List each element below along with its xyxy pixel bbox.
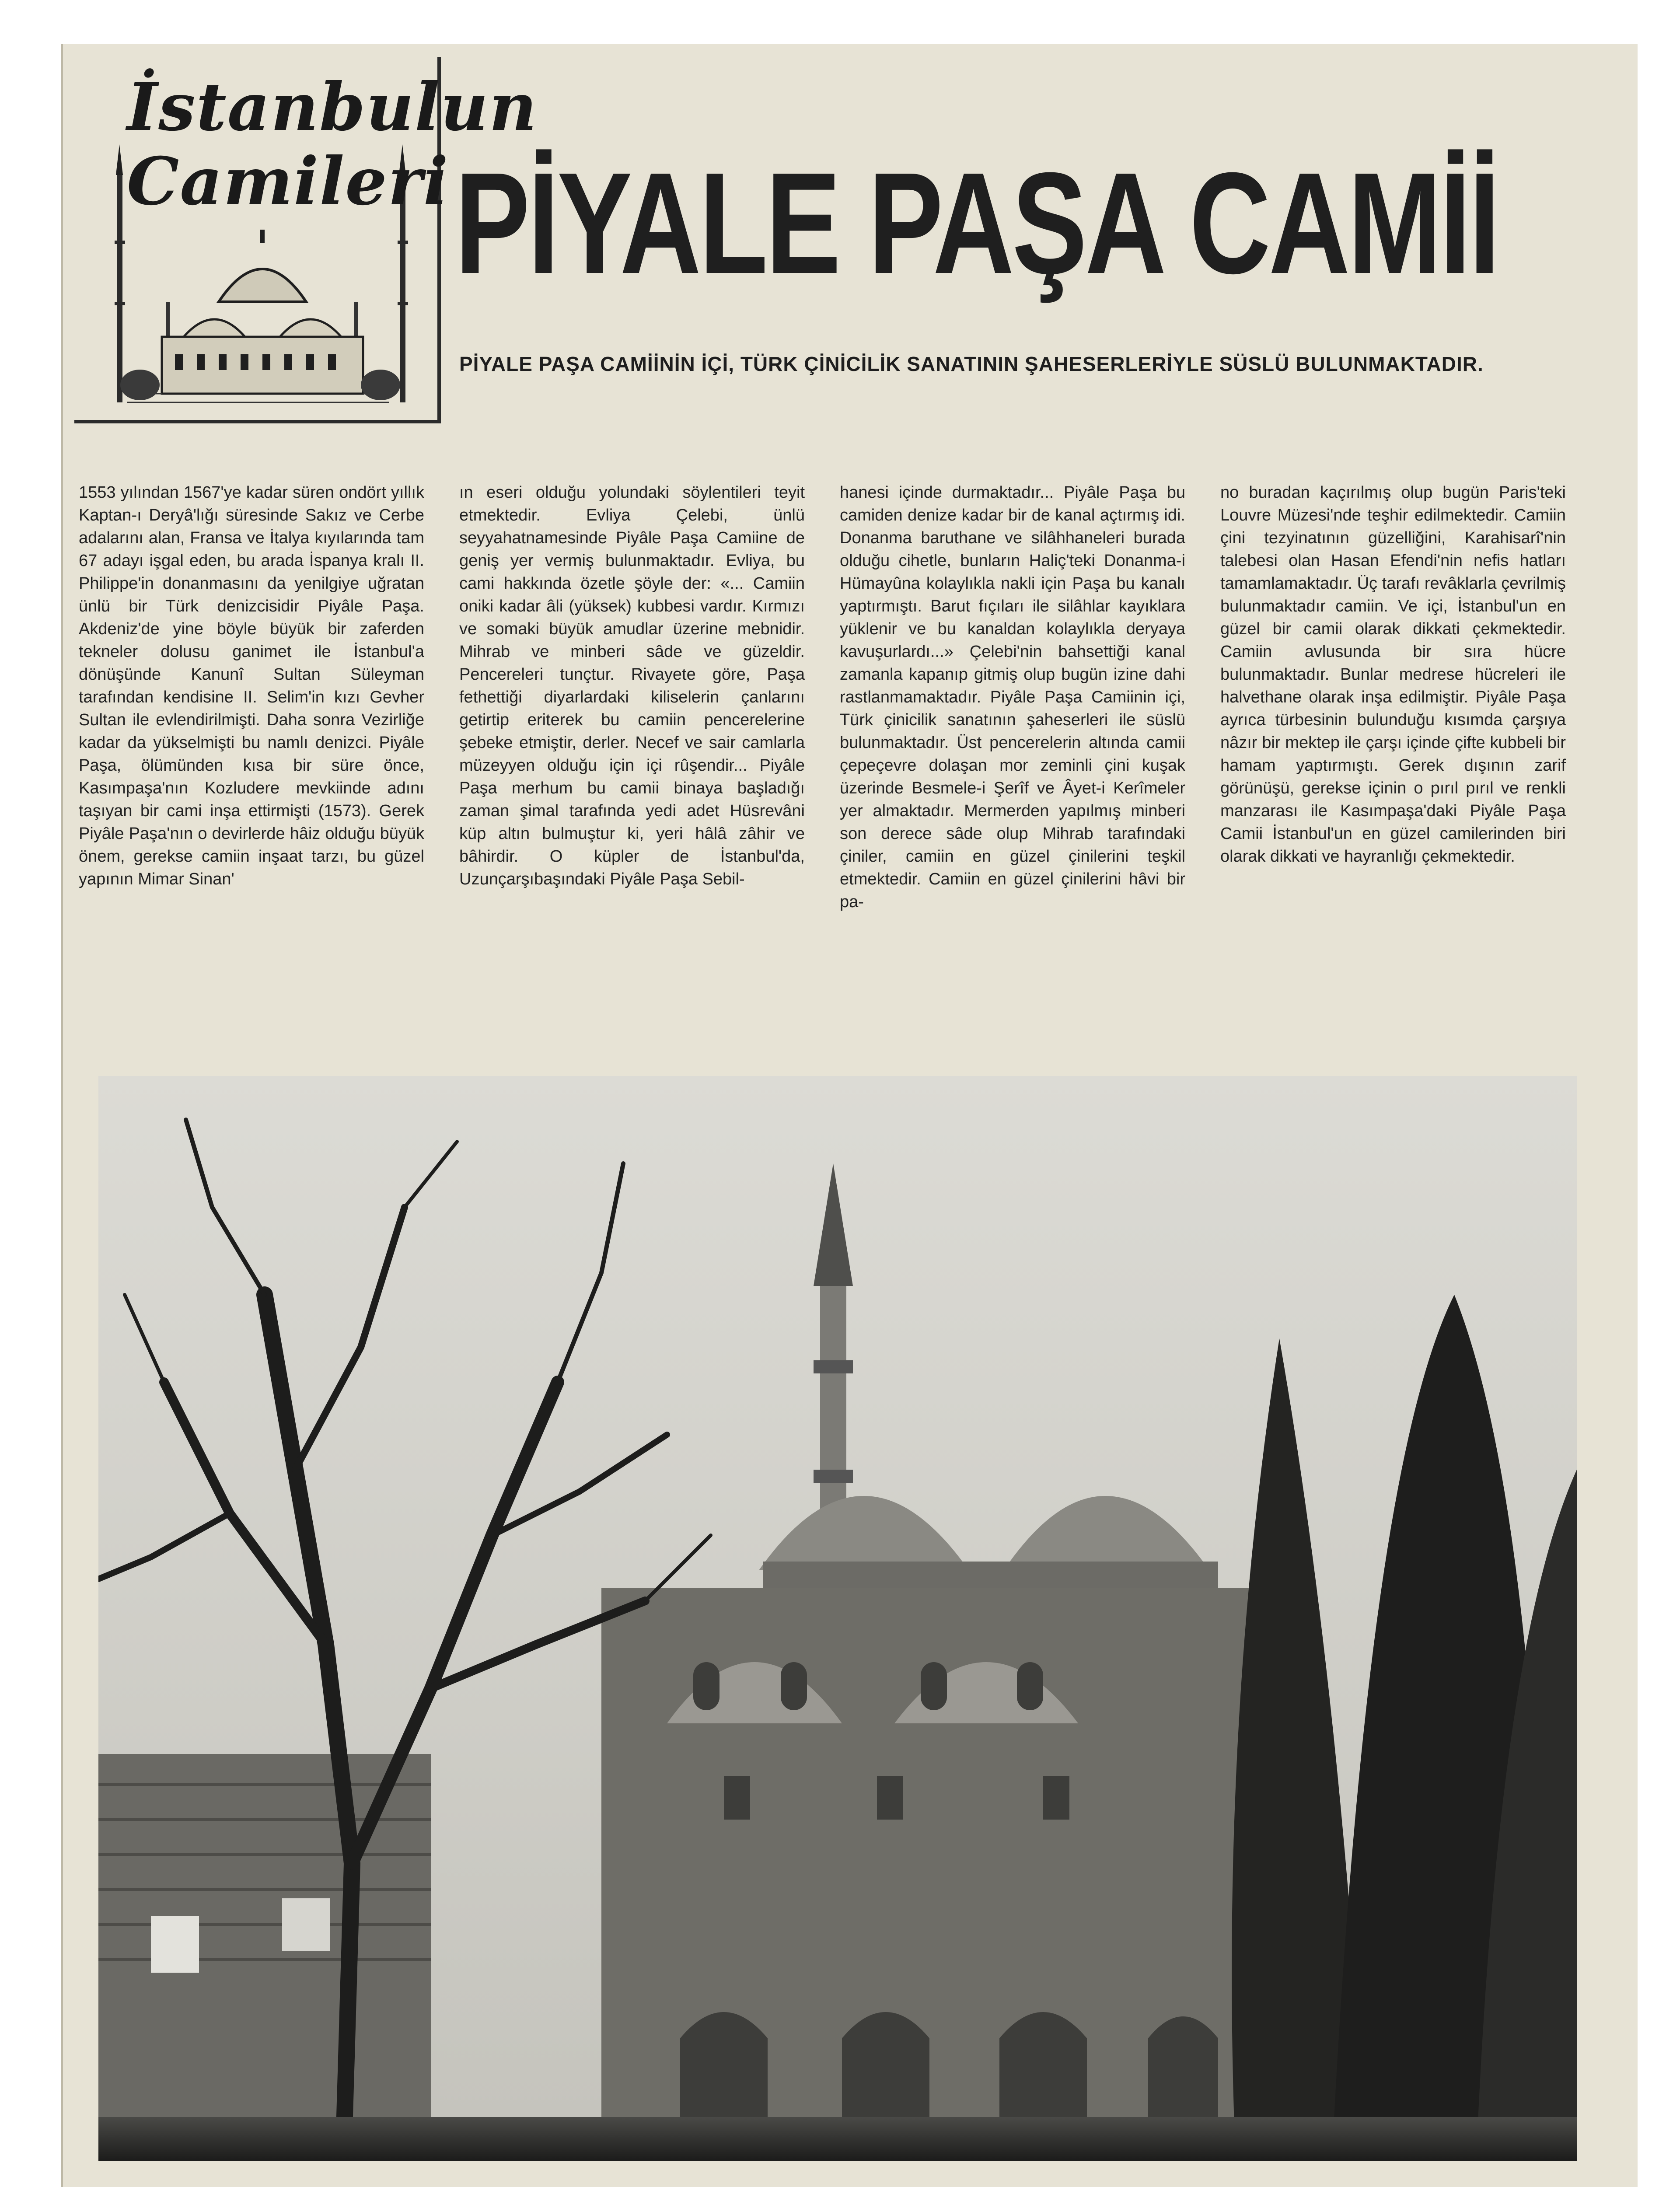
column-text: 1553 yılından 1567'ye kadar süren ondört yıllık Kaptan-ı Deryâ'lığı süresinde Sakız ve Cerbe adalarını alan, Fransa ve İtalya kıyılarında tam 67 adayı işgal eden, bu arada İspanya kralı II. Philippe'in donanmasını da yenilgiye uğratan ünlü bir Türk denizcisidir Piyâle Paşa. Akdeniz'de yine böyle büyük bir zaferden tekneler dolusu ganimet ile İstanbul'a dönüşünde Kanunî Sultan Süleyman tarafından kendisine II. Selim'in kızı Gevher Sultan ile evlendirilmişti. Daha sonra Vezirliğe kadar da yükselmişti bu namlı denizci. Piyâle Paşa, ölümünden kısa bir süre önce, Kasımpaşa'nın Kozludere mevkiinde adını taşıyan bir cami inşa ettirmişti (1573). Gerek Piyâle Paşa'nın o devirlerde hâiz olduğu büyük önem, gerekse camiin inşaat tarzı, bu güzel yapının Mimar Sinan' — [79, 483, 424, 888]
column-text: no buradan kaçırılmış olup bugün Paris'teki Louvre Müzesi'nde teşhir edilmektedir. Camiin çini tezyinatının güzelliğini, Karahisarî'nin talebesi olan Hasan Efendi'nin nefis hatları tamamlamaktadır. Üç tarafı revâklarla çevrilmiş bulunmaktadır camiin. Ve içi, İstanbul'un en güzel bir camii olarak dikkati çekmektedir. Camiin avlusunda bir sıra hücre bulunmaktadır. Bunlar medrese hücreleri ile halvethane olarak inşa edilmiştir. Piyâle Paşa ayrıca türbesinin bulunduğu kısımda çarşıya nâzır bir mektep ile çarşı içinde çifte kubbeli bir hamam yaptırmıştı. Gerek dışının zarif görünüşü, gerekse içinin o pırıl pırıl ve renkli manzarası ile Kasımpaşa'daki Piyâle Paşa Camii İstanbul'un en güzel camilerinden biri olarak dikkati ve hayranlığı çekmektedir. — [1220, 483, 1566, 866]
text-column-4 — [1220, 481, 1566, 868]
mosque-photo-illustration — [98, 1076, 1577, 2161]
series-emblem — [74, 57, 538, 423]
series-title: İstanbulun Camileri — [127, 69, 538, 220]
column-text: hanesi içinde durmaktadır... Piyâle Paşa bu camiden denize kadar bir de kanal açtırmış idi. Donanma baruthane ve silâhhaneleri burada olduğu cihetle, bunların Haliç'teki Donanma-i Hümayûna kolaylıkla nakli için Paşa bu kanalı yaptırmıştı. Barut fıçıları ile silâhlar kayıklara yüklenir ve bu kanaldan kolaylıkla deryaya kavuşurlardı...» Çelebi'nin bahsettiği kanal zamanla kapanıp gitmiş olup bugün izine dahi rastlanmamaktadır. Piyâle Paşa Camiinin içi, Türk çinicilik sanatının şaheserleri ile süslü bulunmaktadır. Üst pencerelerin altında camii çepeçevre dolaşan mor zeminli çini kuşak üzerinde Besmele-i Şerîf ve Âyet-i Kerîmeler yer almaktadır. Mermerden yapılmış minberi son derece sâde olup Mihrab tarafındaki çiniler, camiin en güzel çinilerini teşkil etmektedir. Camiin en güzel çinilerini hâvi bir pa- — [840, 483, 1185, 911]
article-subtitle: PİYALE PAŞA CAMİİNİN İÇİ, TÜRK ÇİNİCİLİK SANATININ ŞAHESERLERİYLE SÜSLÜ BULUNMAKTADIR. — [459, 353, 1484, 375]
article-body — [79, 481, 1566, 1050]
text-column-1 — [79, 481, 424, 891]
text-column-3 — [840, 481, 1185, 913]
column-text: ın eseri olduğu yolundaki söylentileri teyit etmektedir. Evliya Çelebi, ünlü seyyahatnamesinde Piyâle Paşa Camiine de geniş yer vermiş bulunmaktadır. Evliya, bu cami hakkında özetle şöyle der: «... Camiin oniki kadar âli (yüksek) kubbesi vardır. Kırmızı ve somaki büyük amudlar üzerine mebnidir. Mihrab ve minberi sâde ve güzeldir. Pencereleri tunçtur. Rivayete göre, Paşa fethettiği diyarlardaki kiliselerin çanlarını getirtip eriterek bu camiin pencerelerine şebeke etmiştir, derler. Necef ve sair camlarla müzeyyen olduğu için içi rûşendir... Piyâle Paşa merhum bu camii binaya başladığı zaman şimal tarafında yedi adet Hüsrevâni küp altın bulmuştur ki, yeri hâlâ zâhir ve bâhirdir. O küpler de İstanbul'da, Uzunçarşıbaşındaki Piyâle Paşa Sebil- — [459, 483, 805, 888]
article-title: PİYALE PAŞA CAMİİ — [455, 142, 1498, 304]
text-column-2 — [459, 481, 805, 891]
mosque-photo — [98, 1076, 1577, 2161]
